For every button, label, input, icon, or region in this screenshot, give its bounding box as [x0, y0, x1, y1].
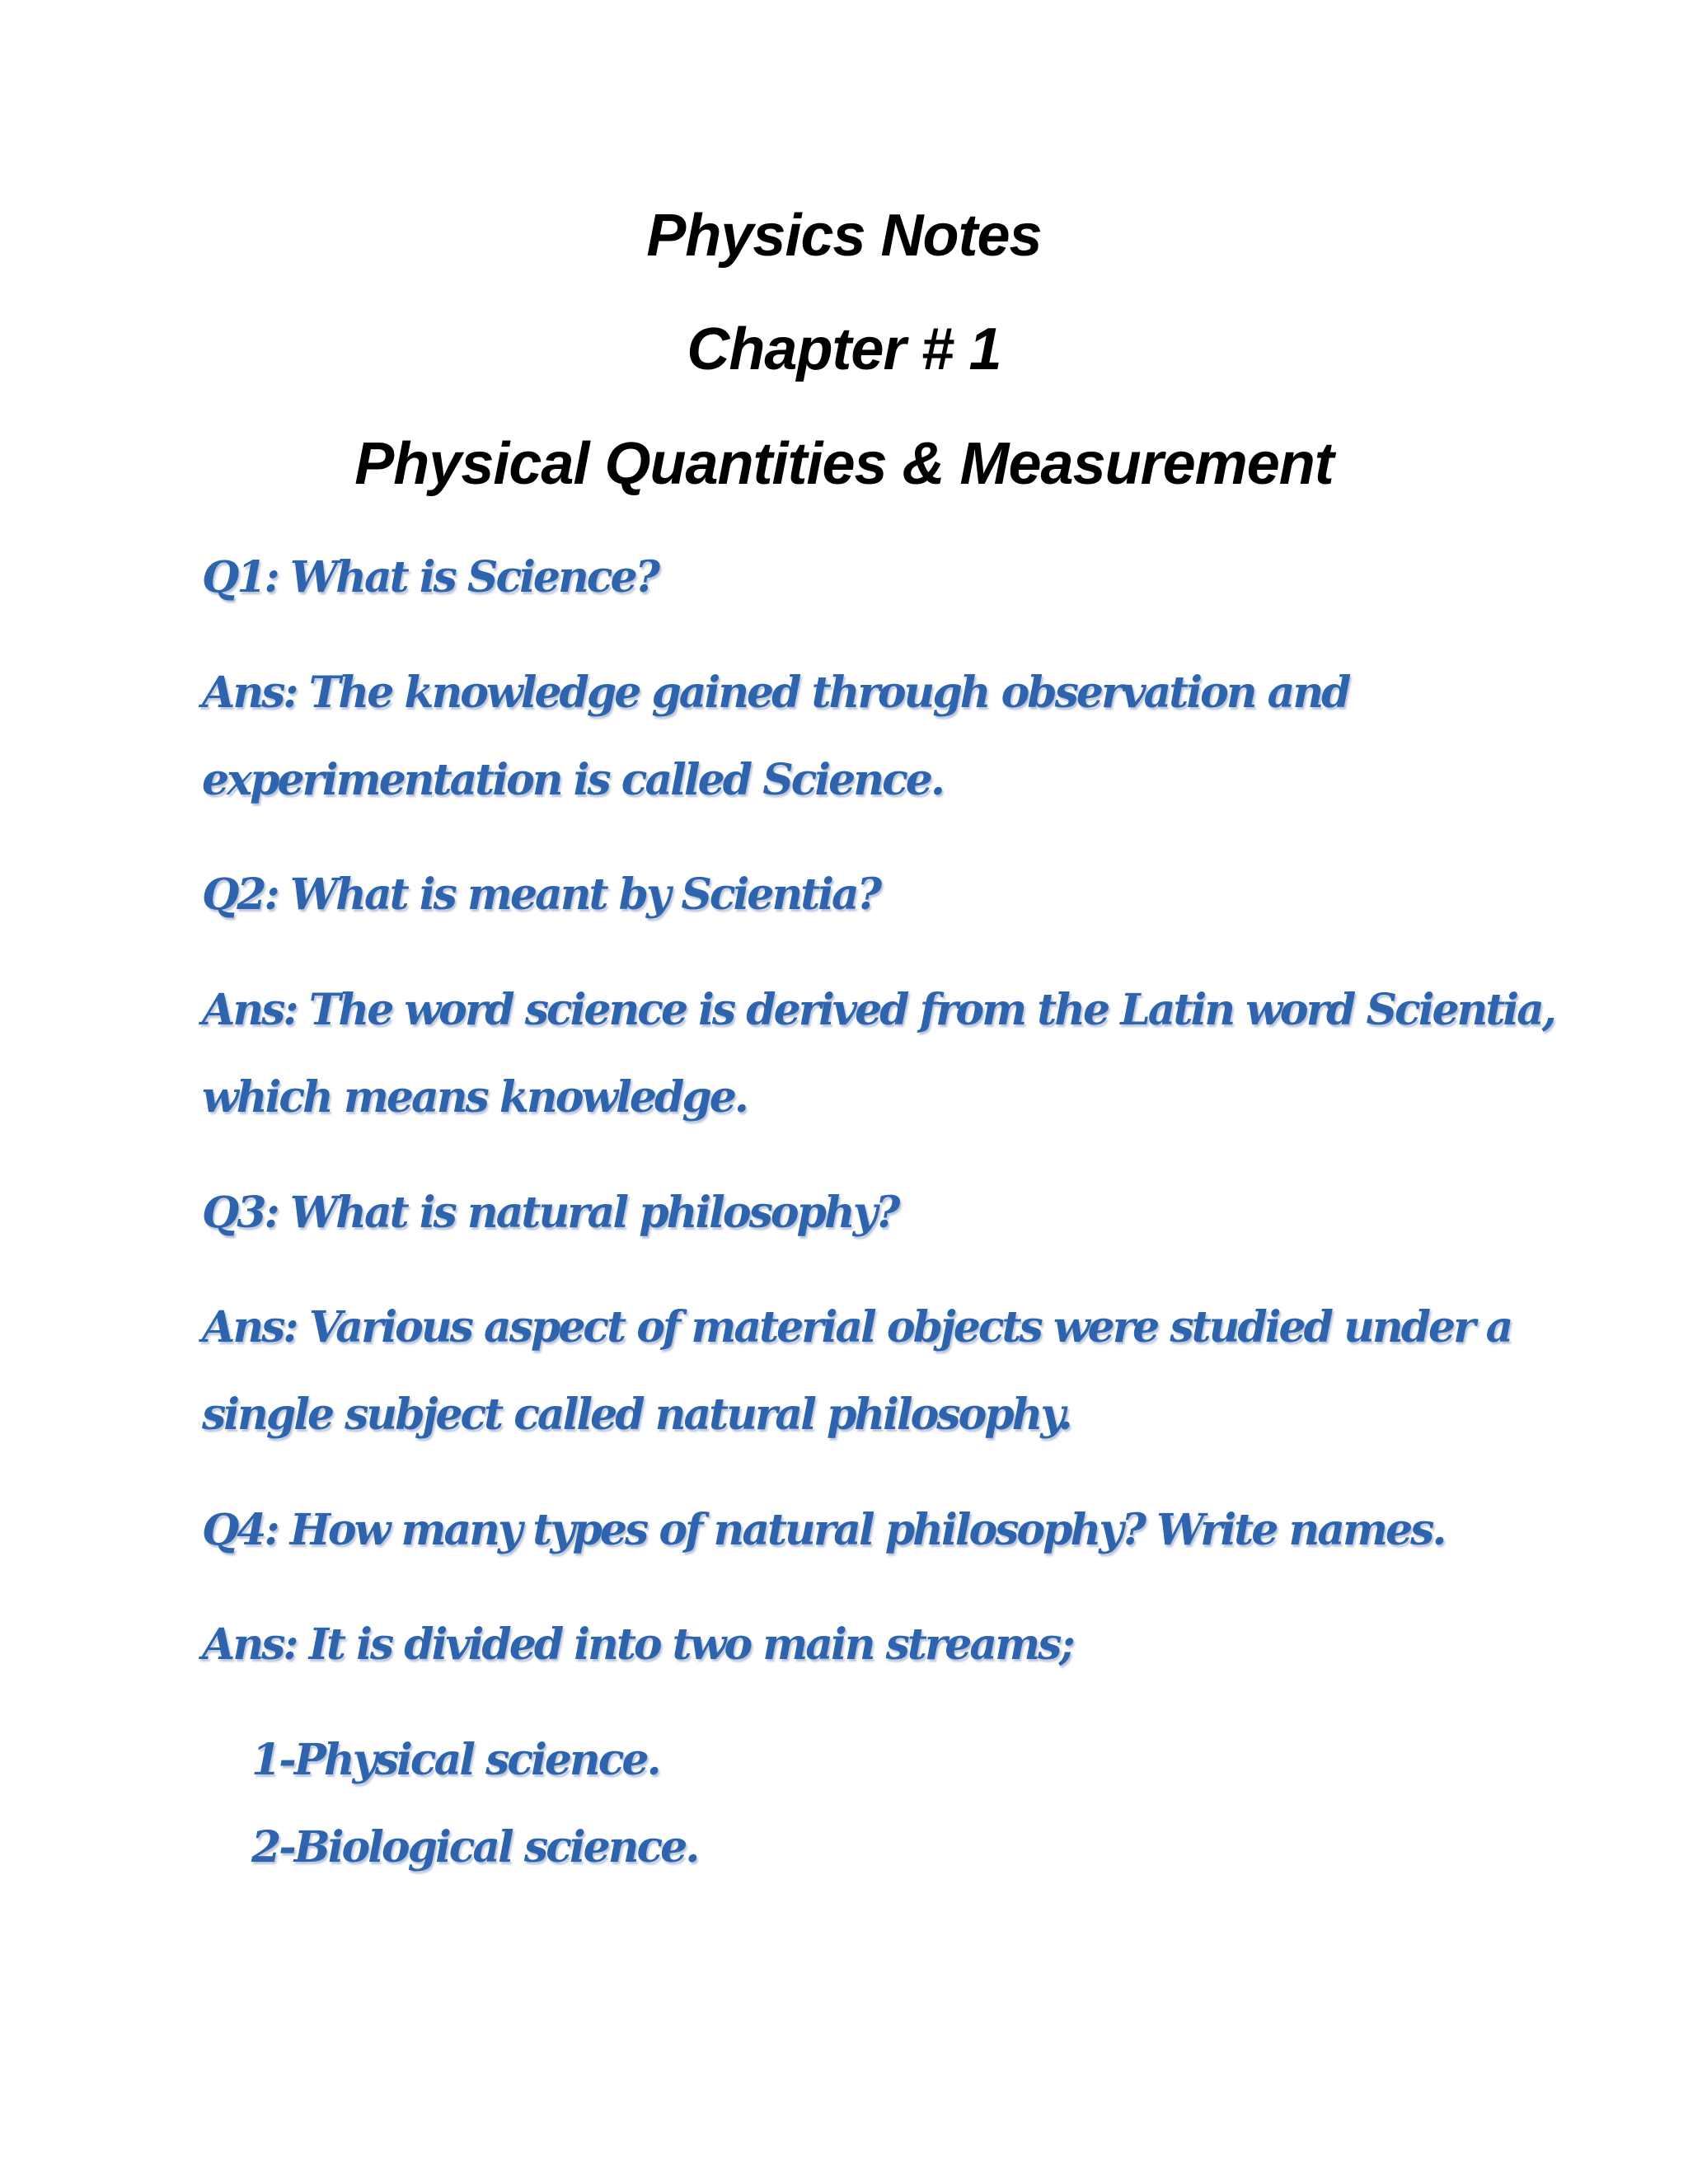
answer-2-line-2: which means knowledge. — [202, 1072, 747, 1122]
answer-3-line-1: Ans: Various aspect of material objects were studied under a — [202, 1302, 1512, 1352]
chapter-subtitle: Physical Quantities & Measurement — [354, 431, 1334, 497]
question-4: Q4: How many types of natural philosophy? Write names. — [202, 1505, 1445, 1555]
question-2: Q2: What is meant by Scientia? — [202, 869, 880, 920]
answer-4: Ans: It is divided into two main streams; — [202, 1619, 1073, 1670]
list-item: 2-Biological science. — [251, 1822, 698, 1872]
answer-3-line-2: single subject called natural philosophy. — [202, 1390, 1071, 1440]
question-1: Q1: What is Science? — [202, 552, 659, 602]
answer-1-line-2: experimentation is called Science. — [202, 755, 943, 805]
chapter-heading: Chapter # 1 — [687, 316, 1001, 382]
question-3: Q3: What is natural philosophy? — [202, 1188, 898, 1238]
list-item: 1-Physical science. — [251, 1735, 659, 1785]
answer-1-line-1: Ans: The knowledge gained through observation and — [202, 668, 1349, 718]
page-title: Physics Notes — [646, 203, 1042, 269]
answer-2-line-1: Ans: The word science is derived from the Latin word Scientia, — [202, 985, 1554, 1035]
